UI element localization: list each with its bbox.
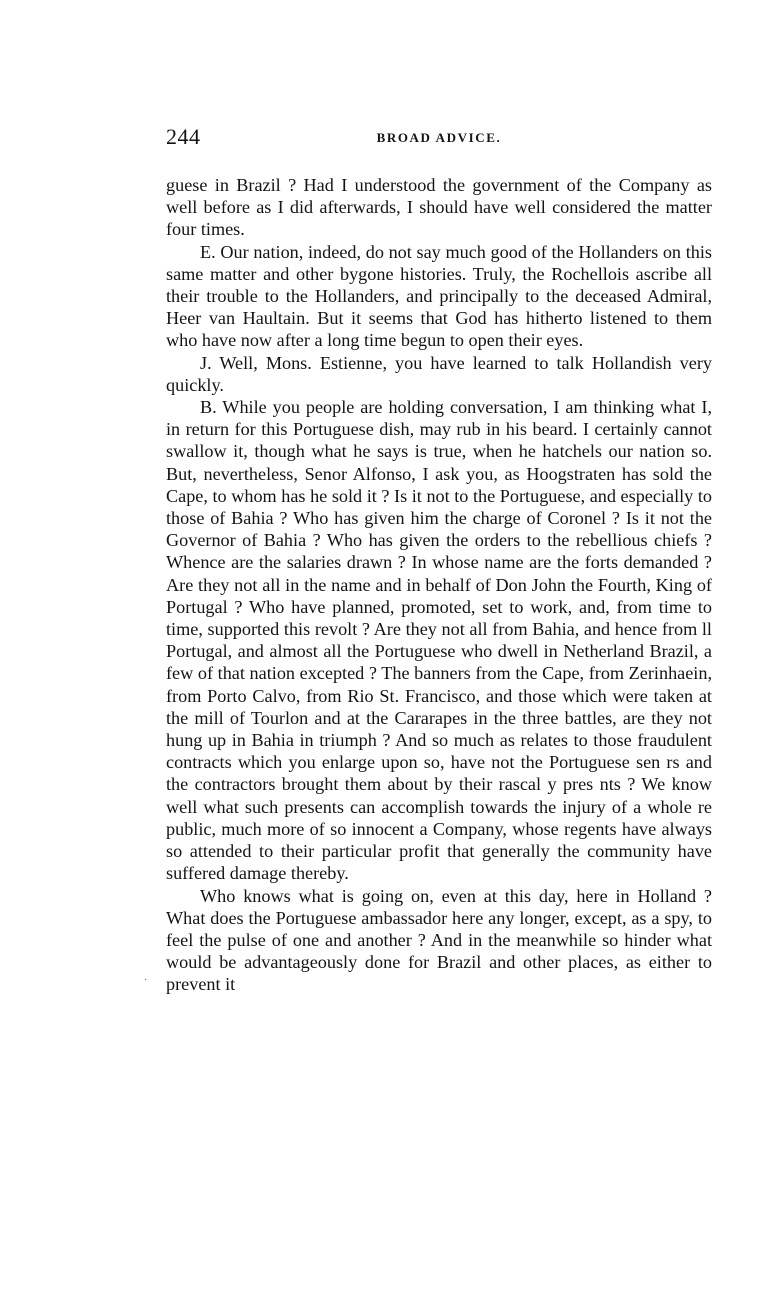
paragraph-b: B. While you people are holding conversation, I am thinking what I, in return for this Portuguese dish, may rub in his beard. I certainly cannot swallow it, though what he says is true, when he hatchels our nation so. But, nevertheless, Senor Alfonso, I ask you, as Hoogstraten has sold the Cape, to whom has he sold it ? Is it not to the Portuguese, and especially to those of Bahia ? Who has given him the charge of Coronel ? Is it not the Governor of Bahia ? Who has given the orders to the rebellious chiefs ? Whence are the salaries drawn ? In whose name are the forts demanded ? Are they not all in the name and in behalf of Don John the Fourth, King of Portugal ? Who have planned, promoted, set to work, and, from time to time, supported this revolt ? Are they not all from Bahia, and hence from ll Portugal, and almost all the Portuguese who dwell in Netherland Brazil, a few of that nation excepted ? The banners from the Cape, from Zerinhaein, from Porto Calvo, from Rio St. Francisco, and those which were taken at the mill of Tourlon and at the Cararapes in the three battles, are they not hung up in Bahia in triumph ? And so much as relates to those fraudulent contracts which you enlarge upon so, have not the Portuguese sen rs and the contractors brought them about by their rascal y pres nts ? We know well what such presents can accomplish towards the injury of a whole re public, much more of so innocent a Company, whose regents have always so attended to their particular profit that generally the community have suffered damage thereby. (166, 397, 712, 884)
page-number: 244 (166, 124, 201, 149)
paragraph-who-knows: Who knows what is going on, even at this day, here in Holland ? What does the Portuguese ambassador here any longer, except, as a spy, to feel the pulse of one and another ? And in the meanwhile so hinder what would be advantageously done for Brazil and other places, as either to prevent it (166, 885, 712, 995)
body-text (166, 174, 712, 996)
book-page (166, 124, 712, 996)
page-header (166, 124, 712, 154)
paragraph-continuation: guese in Brazil ? Had I understood the government of the Company as well before as I did afterwards, I should have well considered the matter four times. (166, 175, 712, 240)
running-title: BROAD ADVICE. (376, 130, 502, 145)
margin-mark: · (144, 975, 148, 986)
paragraph-j: J. Well, Mons. Estienne, you have learned to talk Hollandish very quickly. (166, 352, 712, 395)
paragraph-e: E. Our nation, indeed, do not say much good of the Hollanders on this same matter and other bygone histories. Truly, the Rochellois ascribe all their trouble to the Hollanders, and principally to the deceased Admiral, Heer van Haultain. But it seems that God has hitherto listened to them who have now after a long time begun to open their eyes. (166, 241, 712, 351)
